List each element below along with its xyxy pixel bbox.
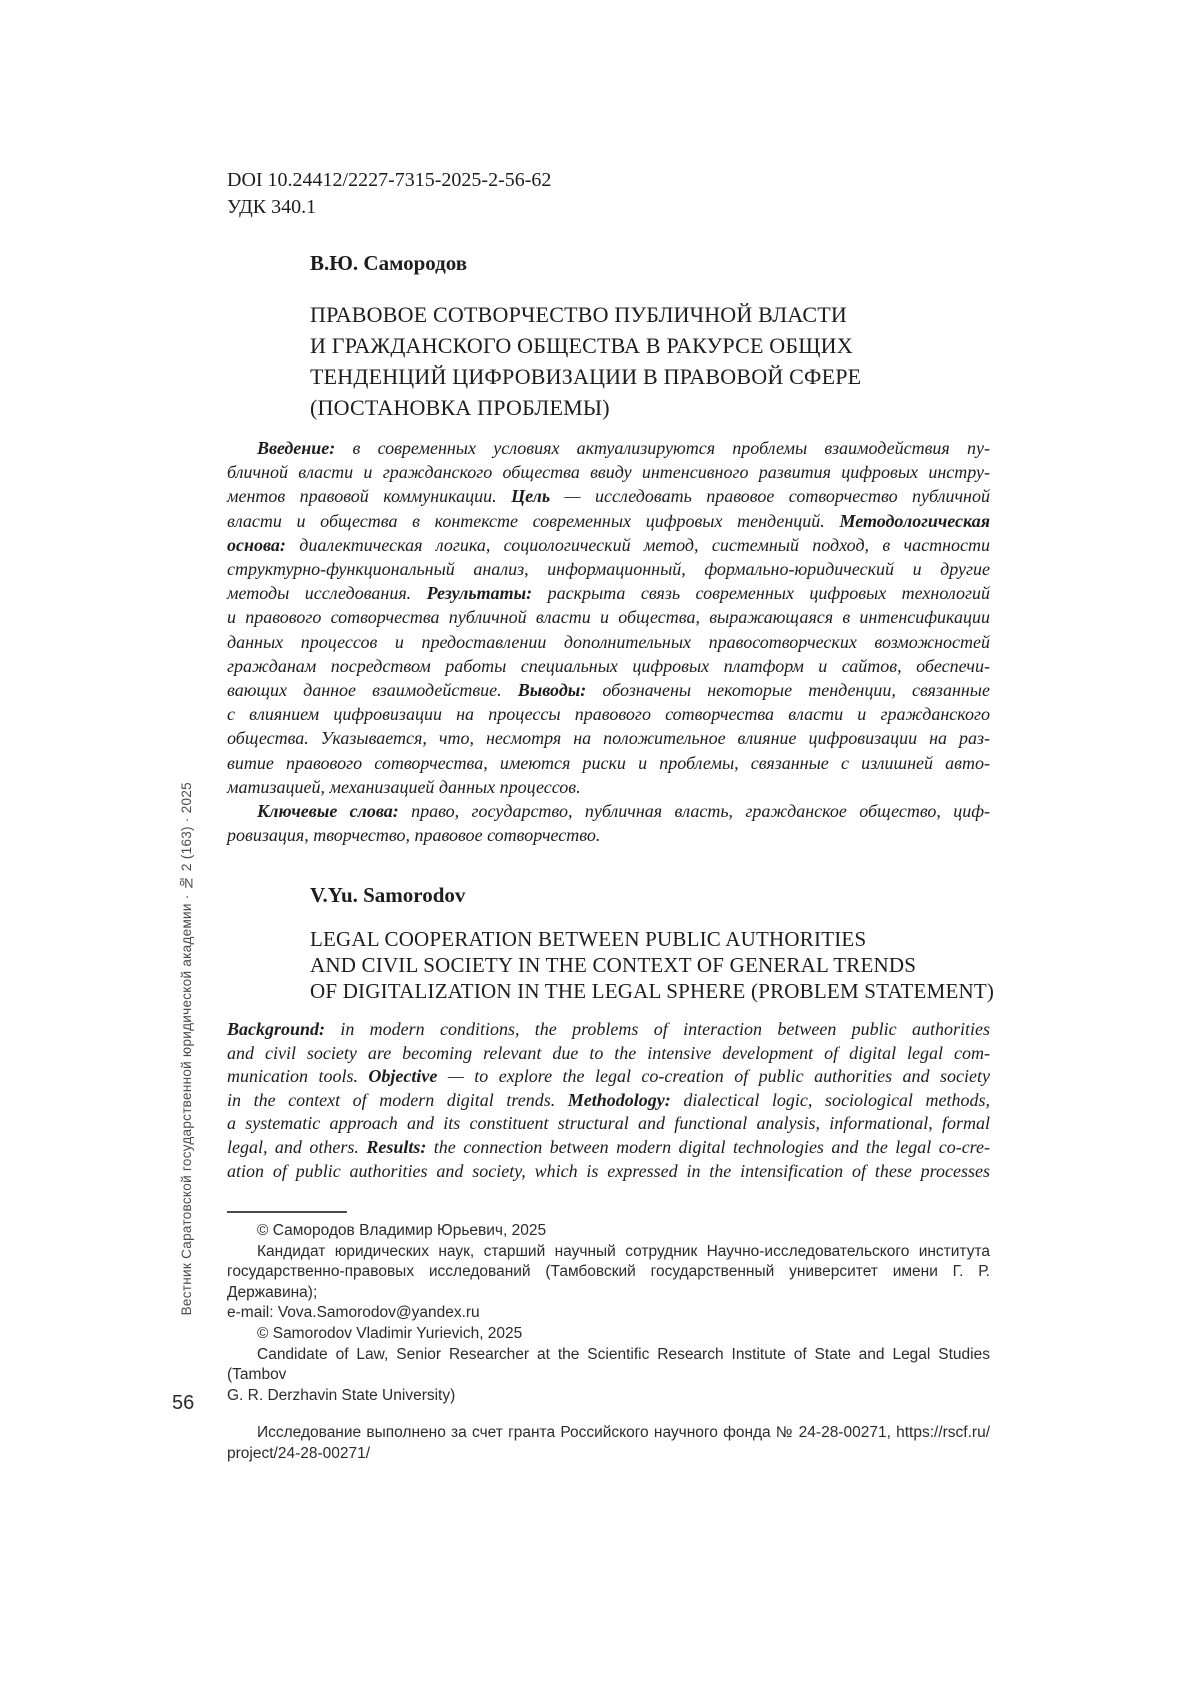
journal-sidebar-caption: Вестник Саратовской государственной юридической академии · № 2 (163) · 2025 bbox=[179, 782, 194, 1316]
footnote-paragraph bbox=[227, 1242, 990, 1324]
text-line: ПРАВОВОЕ СОТВОРЧЕСТВО ПУБЛИЧНОЙ ВЛАСТИ bbox=[310, 302, 847, 327]
text-line: И ГРАЖДАНСКОГО ОБЩЕСТВА В РАКУРСЕ ОБЩИХ bbox=[310, 333, 853, 358]
footnote-paragraph bbox=[227, 1221, 990, 1242]
text-line: © Samorodov Vladimir Yurievich, 2025 bbox=[257, 1324, 523, 1342]
text-line: and civil society are becoming relevant due to the intensive development of digital legal com- bbox=[227, 1042, 990, 1063]
article-title-russian bbox=[310, 299, 1000, 423]
abstract-russian bbox=[227, 436, 990, 847]
text-line: общества. Указывается, что, несмотря на положительное влияние цифровизации на раз- bbox=[227, 728, 990, 749]
text-line: ментов правовой коммуникации. Цель — исследовать правовое сотворчество публичной bbox=[227, 486, 990, 507]
text-line: e-mail: Vova.Samorodov@yandex.ru bbox=[227, 1304, 480, 1322]
text-line: Введение: в современных условиях актуализируются проблемы взаимодействия пу- bbox=[257, 438, 990, 458]
text-line: AND CIVIL SOCIETY IN THE CONTEXT OF GENERAL TRENDS bbox=[310, 953, 917, 977]
text-line: с влиянием цифровизации на процессы правового сотворчества власти и гражданского bbox=[227, 704, 990, 725]
article-title-english bbox=[310, 926, 1000, 1004]
doi-line: DOI 10.24412/2227-7315-2025-2-56-62 bbox=[227, 169, 552, 191]
text-line: © Самородов Владимир Юрьевич, 2025 bbox=[257, 1222, 547, 1239]
keywords-russian bbox=[227, 799, 990, 847]
text-line: munication tools. Objective — to explore the legal co-creation of public authorities and society bbox=[227, 1066, 990, 1087]
text-line: OF DIGITALIZATION IN THE LEGAL SPHERE (PROBLEM STATEMENT) bbox=[310, 979, 995, 1003]
author-name-english: V.Yu. Samorodov bbox=[310, 883, 466, 907]
text-line: власти и общества в контексте современных цифровых тенденций. Методологическая bbox=[227, 510, 990, 531]
text-line: основа: диалектическая логика, социологический метод, системный подход, в частности bbox=[227, 534, 990, 555]
author-name-russian: В.Ю. Самородов bbox=[310, 251, 468, 275]
text-line: структурно-функциональный анализ, информационный, формально-юридический и другие bbox=[227, 559, 990, 580]
footnote-paragraph bbox=[227, 1345, 990, 1407]
text-line: Кандидат юридических наук, старший научный сотрудник Научно-исследовательского института bbox=[257, 1242, 990, 1260]
text-line: Исследование выполнено за счет гранта Российского научного фонда № 24-28-00271, https://rscf.ru/ bbox=[257, 1424, 990, 1442]
footnote-paragraph bbox=[227, 1324, 990, 1345]
text-line: Candidate of Law, Senior Researcher at the Scientific Research Institute of State and Legal Studies (Tambov bbox=[227, 1345, 990, 1384]
text-line: гражданам посредством работы специальных цифровых платформ и сайтов, обеспечи- bbox=[227, 655, 990, 676]
text-line: государственно-правовых исследований (Тамбовский государственный университет имени Г. Р. Державина); bbox=[227, 1263, 990, 1301]
text-line: методы исследования. Результаты: раскрыта связь современных цифровых технологий bbox=[227, 583, 990, 604]
footnote-separator bbox=[227, 1211, 347, 1213]
text-line: ation of public authorities and society, which is expressed in the intensification of these processes bbox=[227, 1160, 990, 1181]
text-line: бличной власти и гражданского общества ввиду интенсивного развития цифровых инстру- bbox=[227, 462, 990, 483]
text-line: Background: in modern conditions, the problems of interaction between public authorities bbox=[227, 1019, 990, 1039]
text-line: данных процессов и предоставлении дополнительных правосотворческих возможностей bbox=[227, 631, 990, 652]
text-line: G. R. Derzhavin State University) bbox=[227, 1386, 456, 1404]
doi-udc-block bbox=[227, 167, 990, 221]
text-line: Ключевые слова: право, государство, публичная власть, гражданское общество, циф- bbox=[257, 801, 990, 822]
text-line: LEGAL COOPERATION BETWEEN PUBLIC AUTHORITIES bbox=[310, 927, 867, 951]
abstract-english bbox=[227, 1018, 990, 1183]
text-line: project/24-28-00271/ bbox=[227, 1444, 371, 1462]
text-line: матизацией, механизацией данных процессов. bbox=[227, 776, 581, 797]
text-line: витие правового сотворчества, имеются риски и проблемы, связанные с излишней авто- bbox=[227, 752, 990, 773]
text-line: ровизация, творчество, правовое сотворчество. bbox=[227, 825, 601, 846]
text-line: вающих данное взаимодействие. Выводы: обозначены некоторые тенденции, связанные bbox=[227, 680, 990, 701]
udc-line: УДК 340.1 bbox=[227, 196, 317, 218]
text-line: ТЕНДЕНЦИЙ ЦИФРОВИЗАЦИИ В ПРАВОВОЙ СФЕРЕ bbox=[310, 364, 862, 389]
text-line: legal, and others. Results: the connection between modern digital technologies and the legal co-cre- bbox=[227, 1136, 991, 1157]
text-line: in the context of modern digital trends. Methodology: dialectical logic, sociological methods, bbox=[227, 1089, 990, 1110]
text-line: (ПОСТАНОВКА ПРОБЛЕМЫ) bbox=[310, 395, 610, 420]
footnote-block bbox=[227, 1221, 990, 1465]
footnote-paragraph bbox=[227, 1423, 990, 1464]
abstract-russian-body bbox=[227, 436, 990, 799]
page-number: 56 bbox=[172, 1392, 195, 1414]
text-line: и правового сотворчества публичной власти и общества, выражающаяся в интенсификации bbox=[227, 607, 990, 628]
text-line: a systematic approach and its constituent structural and functional analysis, informational, formal bbox=[227, 1113, 990, 1134]
